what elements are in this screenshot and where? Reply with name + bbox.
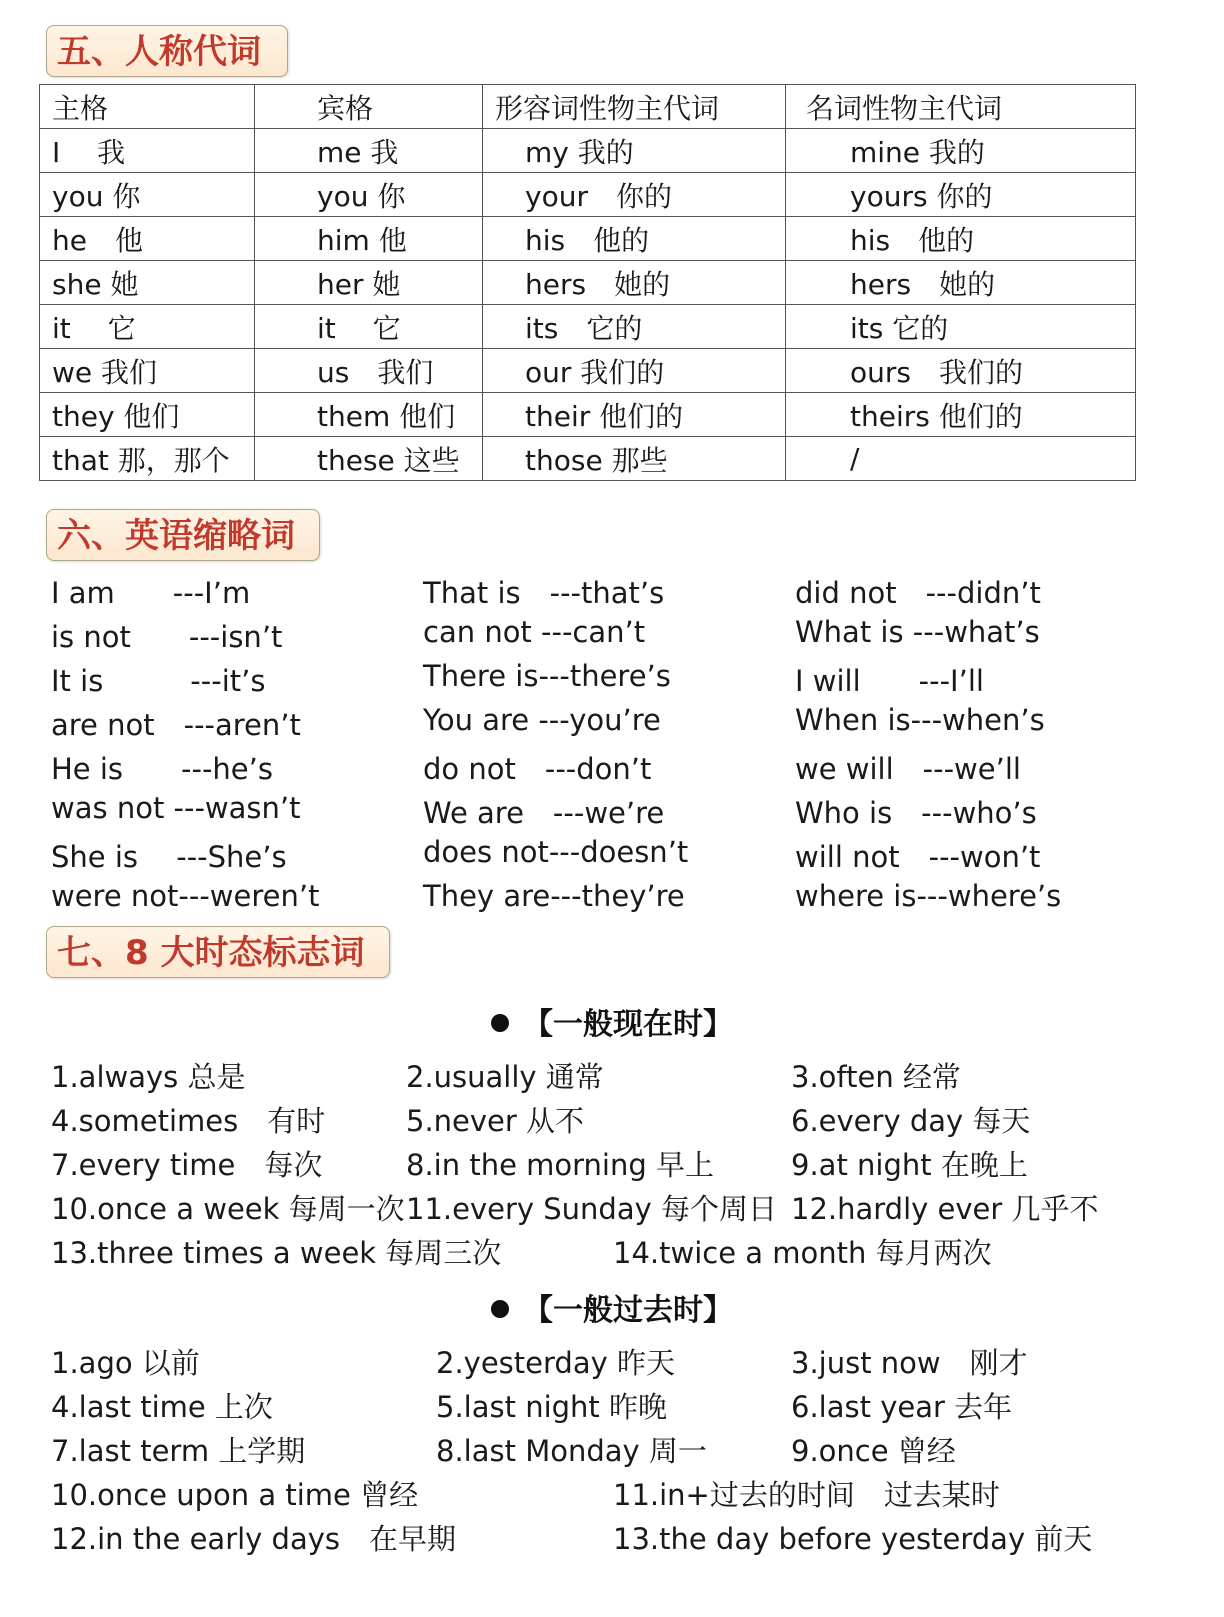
signal-word: 8.in the morning 早上 xyxy=(406,1148,714,1182)
pronoun-row xyxy=(40,305,1136,349)
pronoun-cell: I 我 xyxy=(40,129,255,173)
pronoun-cell: he 他 xyxy=(40,217,255,261)
present-simple-heading xyxy=(0,999,1224,1043)
header-noun-possessive: 名词性物主代词 xyxy=(786,85,1136,129)
bullet-icon xyxy=(491,1014,509,1032)
abbreviation-item: I will ---I’ll xyxy=(795,664,984,698)
signal-word: 12.hardly ever 几乎不 xyxy=(791,1192,1099,1226)
pronoun-row xyxy=(40,217,1136,261)
abbreviation-item: are not ---aren’t xyxy=(51,708,301,742)
signal-word: 7.last term 上学期 xyxy=(51,1434,306,1468)
abbreviation-item: did not ---didn’t xyxy=(795,576,1041,610)
abbreviation-item: we will ---we’ll xyxy=(795,752,1021,786)
signal-word: 12.in the early days 在早期 xyxy=(51,1522,457,1556)
abbreviation-item: That is ---that’s xyxy=(423,576,665,610)
abbreviation-item: I am ---I’m xyxy=(51,576,251,610)
header-adjective-possessive: 形容词性物主代词 xyxy=(483,85,786,129)
pronoun-cell: their 他们的 xyxy=(483,393,786,437)
abbreviation-item: were not---weren’t xyxy=(51,879,320,913)
abbreviation-item: does not---doesn’t xyxy=(423,835,689,869)
pronoun-cell: us 我们 xyxy=(255,349,483,393)
abbreviation-item: You are ---you’re xyxy=(423,703,661,737)
abbreviation-item: We are ---we’re xyxy=(423,796,665,830)
signal-word: 7.every time 每次 xyxy=(51,1148,323,1182)
pronoun-cell: mine 我的 xyxy=(786,129,1136,173)
signal-word: 1.always 总是 xyxy=(51,1060,246,1094)
pronoun-cell: she 她 xyxy=(40,261,255,305)
abbreviation-item: There is---there’s xyxy=(423,659,671,693)
pronoun-row xyxy=(40,349,1136,393)
pronoun-table-header xyxy=(40,85,1136,129)
abbreviation-item: where is---where’s xyxy=(795,879,1062,913)
abbreviation-item: can not ---can’t xyxy=(423,615,646,649)
pronoun-cell: it 它 xyxy=(255,305,483,349)
abbreviation-item: It is ---it’s xyxy=(51,664,266,698)
pronoun-cell: hers 她的 xyxy=(786,261,1136,305)
signal-word: 6.last year 去年 xyxy=(791,1390,1013,1424)
pronoun-row xyxy=(40,173,1136,217)
abbreviation-item: do not ---don’t xyxy=(423,752,652,786)
pronoun-cell: you 你 xyxy=(255,173,483,217)
pronoun-cell: me 我 xyxy=(255,129,483,173)
pronoun-cell: that 那，那个 xyxy=(40,437,255,481)
present-simple-title: 【一般现在时】 xyxy=(523,1007,733,1042)
section-5-title: 五、人称代词 xyxy=(46,25,288,77)
signal-word: 9.at night 在晚上 xyxy=(791,1148,1028,1182)
pronoun-cell: hers 她的 xyxy=(483,261,786,305)
pronoun-cell: its 它的 xyxy=(786,305,1136,349)
abbreviation-item: When is---when’s xyxy=(795,703,1045,737)
bullet-icon xyxy=(491,1300,509,1318)
signal-word: 2.yesterday 昨天 xyxy=(436,1346,675,1380)
abbreviation-item: will not ---won’t xyxy=(795,840,1041,874)
signal-word: 8.last Monday 周一 xyxy=(436,1434,707,1468)
pronoun-row xyxy=(40,129,1136,173)
signal-word: 4.sometimes 有时 xyxy=(51,1104,326,1138)
abbreviation-item: is not ---isn’t xyxy=(51,620,283,654)
signal-word: 10.once a week 每周一次 xyxy=(51,1192,405,1226)
abbreviation-item: They are---they’re xyxy=(423,879,685,913)
pronoun-table xyxy=(39,84,1136,481)
pronoun-cell: theirs 他们的 xyxy=(786,393,1136,437)
signal-word: 9.once 曾经 xyxy=(791,1434,956,1468)
signal-word: 6.every day 每天 xyxy=(791,1104,1031,1138)
signal-word: 3.just now 刚才 xyxy=(791,1346,1028,1380)
pronoun-cell: its 它的 xyxy=(483,305,786,349)
pronoun-cell: we 我们 xyxy=(40,349,255,393)
header-nominative: 主格 xyxy=(40,85,255,129)
signal-word: 14.twice a month 每月两次 xyxy=(613,1236,992,1270)
pronoun-row xyxy=(40,437,1136,481)
pronoun-cell: her 她 xyxy=(255,261,483,305)
pronoun-cell: / xyxy=(786,437,1136,481)
signal-word: 13.the day before yesterday 前天 xyxy=(613,1522,1093,1556)
signal-word: 11.every Sunday 每个周日 xyxy=(406,1192,777,1226)
pronoun-row xyxy=(40,261,1136,305)
signal-word: 5.never 从不 xyxy=(406,1104,585,1138)
pronoun-cell: yours 你的 xyxy=(786,173,1136,217)
signal-word: 11.in+过去的时间 过去某时 xyxy=(613,1478,1000,1512)
signal-word: 1.ago 以前 xyxy=(51,1346,200,1380)
section-6-title: 六、英语缩略词 xyxy=(46,509,320,561)
past-simple-heading xyxy=(0,1285,1224,1329)
signal-word: 3.often 经常 xyxy=(791,1060,961,1094)
section-7-title: 七、8 大时态标志词 xyxy=(46,926,390,978)
signal-word: 10.once upon a time 曾经 xyxy=(51,1478,419,1512)
pronoun-cell: them 他们 xyxy=(255,393,483,437)
pronoun-cell: it 它 xyxy=(40,305,255,349)
pronoun-cell: him 他 xyxy=(255,217,483,261)
pronoun-cell: those 那些 xyxy=(483,437,786,481)
pronoun-cell: my 我的 xyxy=(483,129,786,173)
abbreviation-item: He is ---he’s xyxy=(51,752,273,786)
pronoun-cell: his 他的 xyxy=(786,217,1136,261)
signal-word: 13.three times a week 每周三次 xyxy=(51,1236,502,1270)
signal-word: 5.last night 昨晚 xyxy=(436,1390,668,1424)
past-simple-title: 【一般过去时】 xyxy=(523,1293,733,1328)
header-objective: 宾格 xyxy=(255,85,483,129)
signal-word: 2.usually 通常 xyxy=(406,1060,604,1094)
abbreviation-item: What is ---what’s xyxy=(795,615,1040,649)
abbreviation-item: Who is ---who’s xyxy=(795,796,1037,830)
pronoun-cell: your 你的 xyxy=(483,173,786,217)
abbreviation-item: She is ---She’s xyxy=(51,840,287,874)
pronoun-cell: you 你 xyxy=(40,173,255,217)
pronoun-cell: his 他的 xyxy=(483,217,786,261)
signal-word: 4.last time 上次 xyxy=(51,1390,273,1424)
pronoun-cell: these 这些 xyxy=(255,437,483,481)
pronoun-cell: they 他们 xyxy=(40,393,255,437)
pronoun-row xyxy=(40,393,1136,437)
pronoun-cell: our 我们的 xyxy=(483,349,786,393)
abbreviation-item: was not ---wasn’t xyxy=(51,791,301,825)
pronoun-cell: ours 我们的 xyxy=(786,349,1136,393)
